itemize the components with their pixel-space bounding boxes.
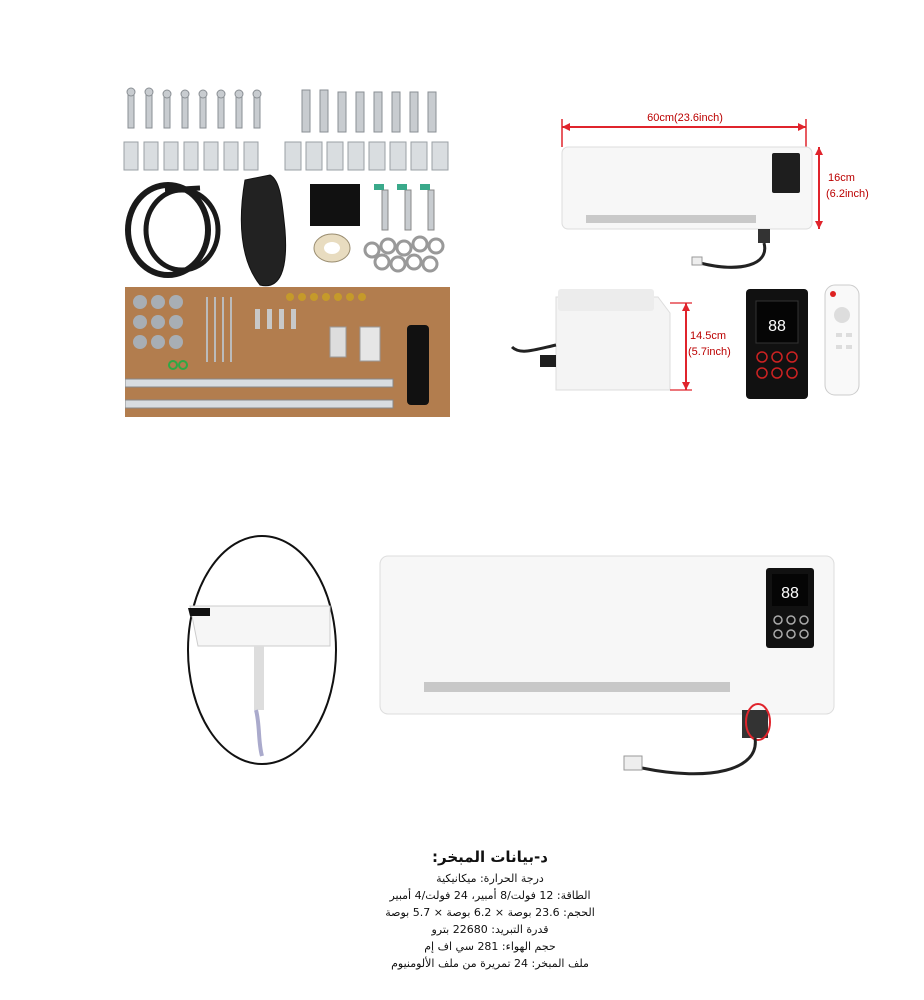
spec-line: درجة الحرارة: ميكانيكية (436, 872, 544, 885)
spec-line: الطاقة: 12 فولت/8 أمبير، 24 فولت/4 أمبير (389, 889, 591, 902)
kit-board (125, 287, 450, 417)
dimension-diagram (500, 105, 900, 410)
spec-line: الحجم: 23.6 بوصة × 6.2 بوصة × 5.7 بوصة (385, 906, 595, 919)
width-label: 60cm(23.6inch) (647, 112, 723, 124)
panel-display-2: 88 (781, 585, 799, 602)
spec-line: ملف المبخر: 24 تمريرة من ملف الألومنيوم (391, 957, 589, 970)
evaporator-spec (330, 848, 650, 972)
panel-display-1: 88 (768, 318, 786, 335)
spec-line: قدرة التبريد: 22680 بترو (431, 923, 549, 936)
depth-label-inch: (5.7inch) (688, 346, 731, 358)
drain-detail-image (180, 520, 880, 790)
spec-line: حجم الهواء: 281 سي اف إم (424, 940, 556, 953)
depth-label-cm: 14.5cm (690, 330, 727, 342)
spec-title: د-بيانات المبخر: (432, 848, 548, 866)
height-label-inch: (6.2inch) (826, 188, 869, 200)
height-label-cm: 16cm (828, 172, 855, 184)
